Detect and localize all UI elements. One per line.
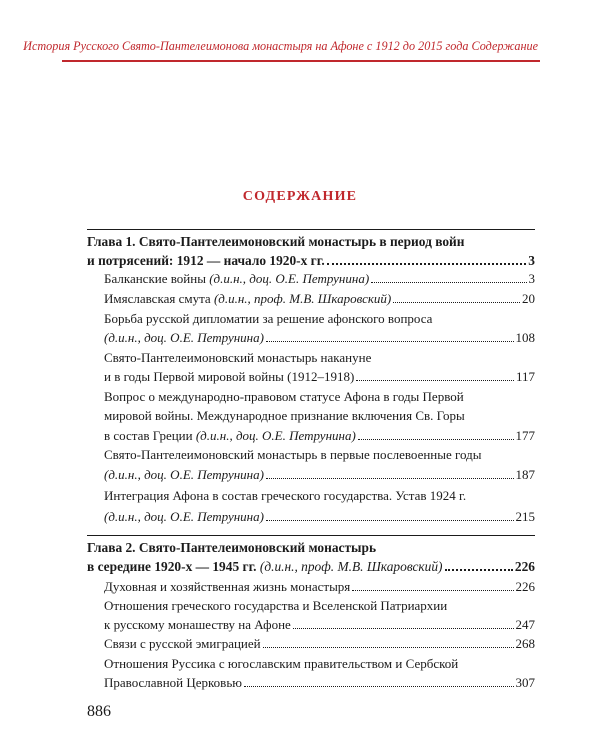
page-number-folio: 886 [87,703,111,720]
leader-dots [445,569,513,571]
chapter-2-heading: Глава 2. Свято-Пантелеимоновский монастырь [87,540,377,555]
leader-dots [352,590,513,591]
page-number: 177 [515,428,535,443]
entry-author: (д.и.н., доц. О.Е. Петрунина) [104,467,264,482]
page-number: 3 [528,253,535,268]
leader-dots [356,380,514,381]
toc-entry-greek-state[interactable] [104,617,535,632]
entry-title-line: Свято-Пантелеимоновский монастырь в первые послевоенные годы [104,447,482,462]
toc-entry-postwar[interactable] [104,467,535,482]
entry-title-line: и в годы Первой мировой войны (1912–1918) [104,369,355,384]
page-number: 117 [515,369,535,384]
leader-dots [293,628,514,629]
chapter-2-heading-cont: в середине 1920-х — 1945 гг. [87,559,257,574]
toc-entry-wwi[interactable] [104,369,535,384]
entry-title: Балканские войны [104,271,206,286]
leader-dots [266,341,514,342]
chapter-rule [87,535,535,536]
toc-entry-balkan-wars[interactable] [104,271,535,286]
toc-entry-emigration[interactable] [104,636,535,651]
toc-entry-chapter-1[interactable] [87,253,535,268]
entry-title-line: в состав Греции [104,428,193,443]
page-number: 187 [515,467,535,482]
entry-title-line: к русскому монашеству на Афоне [104,617,291,632]
entry-author: (д.и.н., доц. О.Е. Петрунина) [104,509,264,524]
page-number: 226 [514,559,535,574]
page-title: СОДЕРЖАНИЕ [242,189,358,204]
toc-entry-chapter-2[interactable] [87,559,535,574]
entry-title-line: Борьба русской дипломатии за решение афонского вопроса [104,311,433,326]
header-rule [62,60,540,62]
entry-title-line: Свято-Пантелеимоновский монастырь накануне [104,350,372,365]
entry-title-line: Вопрос о международно-правовом статусе Афона в годы Первой [104,389,464,404]
page-number: 108 [515,330,535,345]
chapter-rule [87,229,535,230]
leader-dots [358,439,514,440]
entry-title: Имяславская смута [104,291,211,306]
entry-title-line: Отношения Руссика с югославским правительством и Сербской [104,656,459,671]
page-number: 247 [515,617,535,632]
entry-author: (д.и.н., доц. О.Е. Петрунина) [195,428,356,443]
leader-dots [263,647,514,648]
entry-author: (д.и.н., доц. О.Е. Петрунина) [209,271,370,286]
entry-author: (д.и.н., доц. О.Е. Петрунина) [104,330,264,345]
toc-entry-diplomacy[interactable] [104,330,535,345]
running-head: История Русского Свято-Пантелеимонова монастыря на Афоне с 1912 до 2015 года Содержание [23,39,538,53]
leader-dots [244,686,514,687]
page-number: 226 [515,579,535,594]
leader-dots [327,263,527,265]
chapter-1-heading: Глава 1. Свято-Пантелеимоновский монастырь в период войн [87,234,465,249]
entry-title-line: Православной Церковью [104,675,242,690]
leader-dots [371,282,526,283]
chapter-1-heading-cont: и потрясений: 1912 — начало 1920-х гг. [87,253,325,268]
leader-dots [266,520,514,521]
page-number: 3 [528,271,535,286]
page-number: 20 [522,291,535,306]
entry-title: Связи с русской эмиграцией [104,636,261,651]
toc-entry-imyaslavie[interactable] [104,291,535,306]
toc-entry-yugoslavia[interactable] [104,675,535,690]
entry-author: (д.и.н., проф. М.В. Шкаровский) [213,291,392,306]
entry-title-line: Отношения греческого государства и Вселенской Патриархии [104,598,448,613]
leader-dots [266,478,514,479]
toc-entry-legal-status[interactable] [104,428,535,443]
entry-title-line: мировой войны. Международное признание включения Св. Горы [104,408,465,423]
page-number: 215 [515,509,535,524]
entry-title-line: Интеграция Афона в состав греческого государства. Устав 1924 г. [104,488,467,503]
leader-dots [393,302,520,303]
page-number: 307 [515,675,535,690]
toc-entry-spiritual-life[interactable] [104,579,535,594]
page-number: 268 [515,636,535,651]
entry-title: Духовная и хозяйственная жизнь монастыря [104,579,351,594]
toc-entry-integration[interactable] [104,509,535,524]
entry-author: (д.и.н., проф. М.В. Шкаровский) [259,559,443,574]
